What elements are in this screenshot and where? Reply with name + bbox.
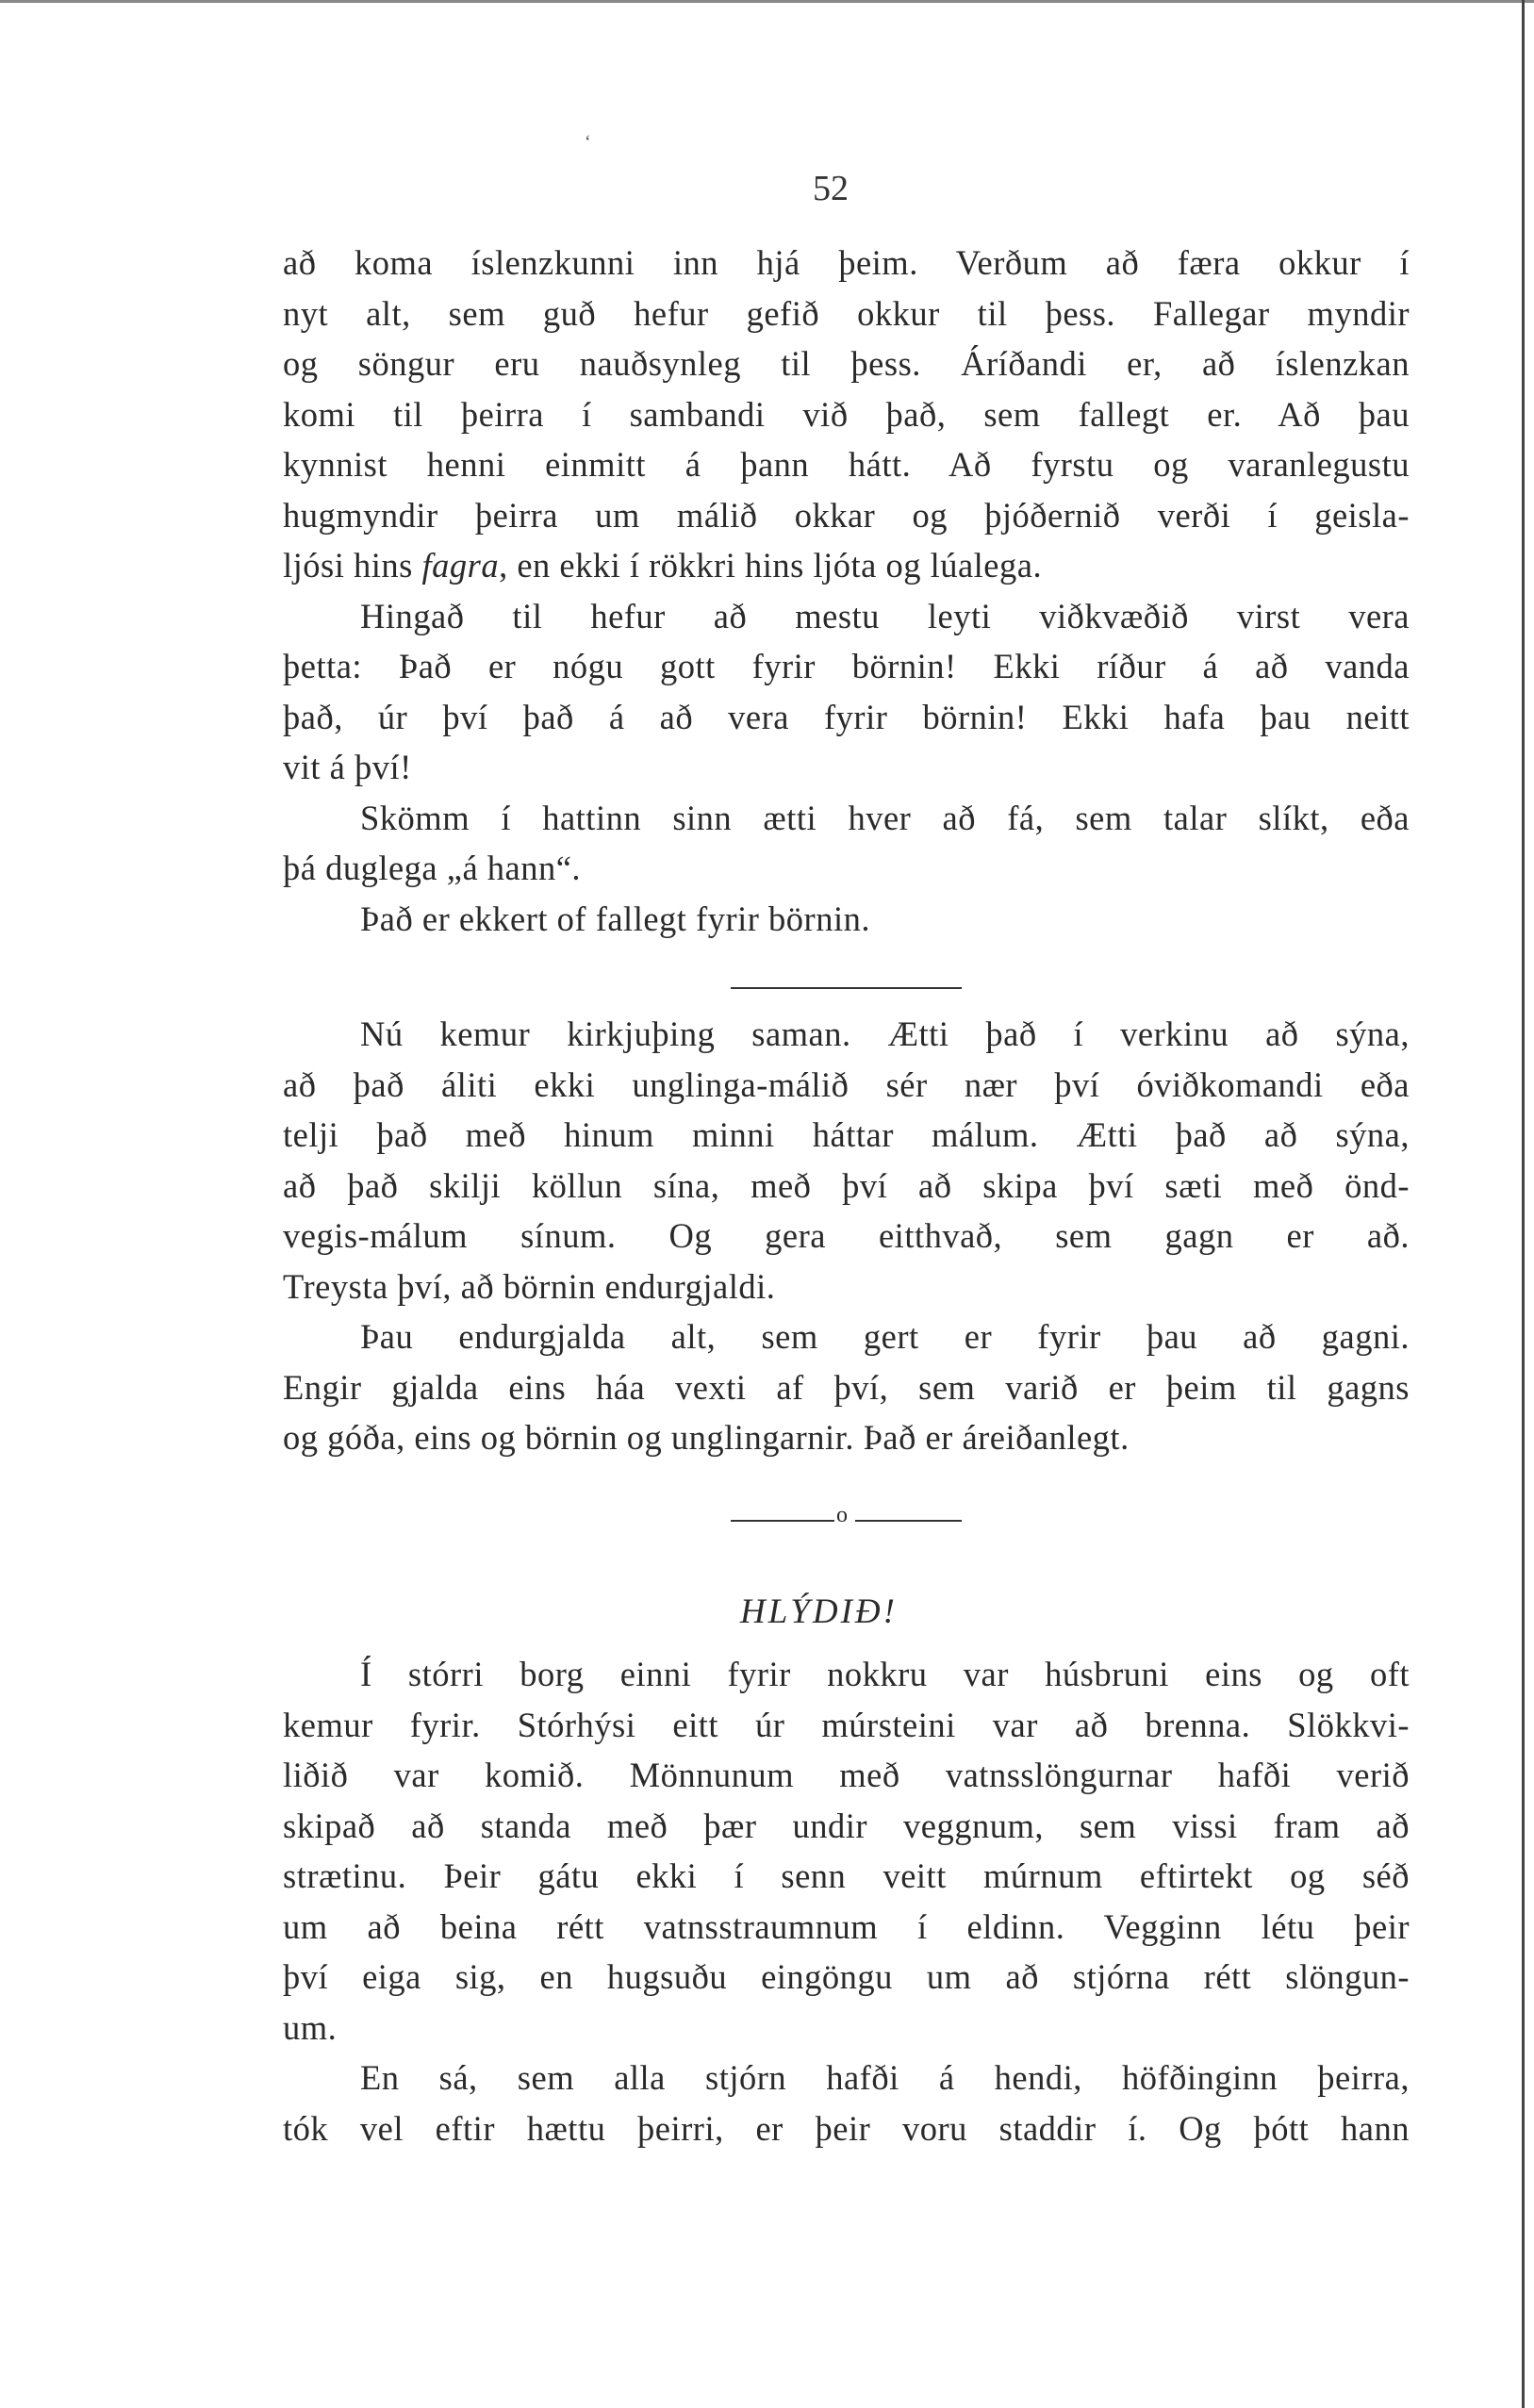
text-line: Hingað til hefur að mestu leyti viðkvæðið virst vera [360,596,1410,635]
text-line: það, úr því það á að vera fyrir börnin! Ekki hafa þau neitt [283,697,1410,736]
text-line: En sá, sem alla stjórn hafði á hendi, höfðinginn þeirra, [360,2058,1410,2097]
text-line: telji það með hinum minni háttar málum. Ætti það að sýna, [283,1115,1410,1154]
text-line: þetta: Það er nógu gott fyrir börnin! Ekki ríður á að vanda [283,647,1410,685]
scan-edge-right [1522,0,1525,2408]
text-line: og söngur eru nauðsynleg til þess. Áríðandi er, að íslenzkan [283,344,1410,383]
separator-line-left [731,1520,834,1522]
text-line: Engir gjalda eins háa vexti af því, sem varið er þeim til gagns [283,1367,1410,1407]
text-line: og góða, eins og börnin og unglingarnir. Það er áreiðanlegt. [283,1418,1130,1457]
text-line: kemur fyrir. Stórhýsi eitt úr múrsteini var að brenna. Slökkvi- [283,1705,1410,1744]
text-line: nyt alt, sem guð hefur gefið okkur til þess. Fallegar myndir [283,293,1410,333]
scan-edge-top [0,0,1534,3]
section-heading: HLÝDIÐ! [740,1592,898,1631]
text-line: liðið var komið. Mönnunum með vatnsslöngurnar hafði verið [283,1756,1410,1794]
margin-mark: ʻ [585,132,591,153]
paragraph-block-3 [283,1649,1410,2153]
text-line: að það áliti ekki unglinga-málið sér nær því óviðkomandi eða [283,1064,1410,1104]
page-number: 52 [813,169,849,208]
text-line: hugmyndir þeirra um málið okkar og þjóðernið verði í geisla- [283,495,1410,535]
text-line: að það skilji köllun sína, með því að skipa því sæti með önd- [283,1165,1410,1205]
text-line: Það er ekkert of fallegt fyrir börnin. [360,899,870,938]
text-line: ljósi hins fagra, en ekki í rökkri hins ljóta og lúalega. [283,546,1043,585]
text-line: um að beina rétt vatnsstraumnum í eldinn. Vegginn létu þeir [283,1906,1410,1946]
separator-mark: o [836,1503,848,1527]
text-line: skipað að standa með þær undir veggnum, sem vissi fram að [283,1806,1410,1845]
text-line: vegis-málum sínum. Og gera eitthvað, sem gagn er að. [283,1216,1410,1255]
text-line: komi til þeirra í sambandi við það, sem fallegt er. Að þau [283,394,1410,434]
paragraph-block-2 [283,1009,1410,1463]
paragraph-block-1 [283,238,1410,944]
text-line: að koma íslenzkunni inn hjá þeim. Verðum að færa okkur í [283,243,1410,282]
section-divider [731,987,962,989]
text-line: Í stórri borg einni fyrir nokkru var húsbruni eins og oft [360,1655,1410,1693]
text-line: vit á því! [283,748,412,786]
text-line: Þau endurgjalda alt, sem gert er fyrir þau að gagni. [360,1317,1410,1356]
text-line: strætinu. Þeir gátu ekki í senn veitt múrnum eftirtekt og séð [283,1856,1410,1895]
text-line: tók vel eftir hættu þeirri, er þeir voru staddir í. Og þótt hann [283,2108,1410,2148]
separator-line-right [855,1520,962,1522]
text-line: því eiga sig, en hugsuðu eingöngu um að stjórna rétt slöngun- [283,1957,1410,1996]
text-line: Nú kemur kirkjuþing saman. Ætti það í verkinu að sýna, [360,1014,1410,1053]
text-line: kynnist henni einmitt á þann hátt. Að fyrstu og varanlegustu [283,445,1410,484]
text-line: Skömm í hattinn sinn ætti hver að fá, sem talar slíkt, eða [360,798,1410,837]
text-line: um. [283,2007,338,2047]
text-line: Treysta því, að börnin endurgjaldi. [283,1266,776,1306]
text-line: þá duglega „á hann“. [283,849,582,887]
separator-ornament [731,1503,962,1535]
